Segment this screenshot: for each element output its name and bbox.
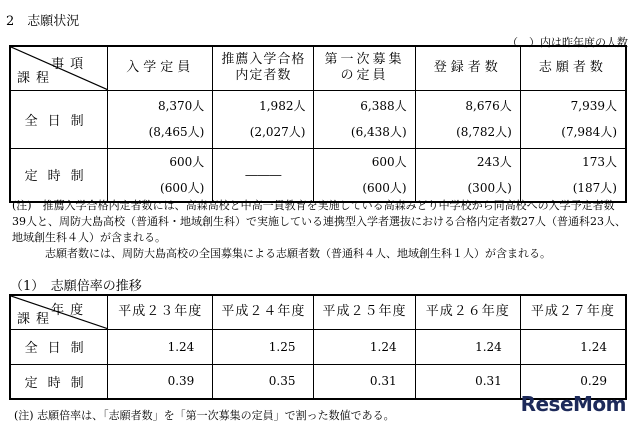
header-year-h27: 平成２７年度 <box>520 295 626 329</box>
row-label-parttime: 定時制 <box>10 364 108 399</box>
cell: 1.24 <box>108 329 213 364</box>
header-registered: 登録者数 <box>415 46 520 90</box>
header-year-h23: 平成２３年度 <box>108 295 213 329</box>
cell: 0.29 <box>520 364 626 399</box>
cell: 0.39 <box>108 364 213 399</box>
note-line: (注) 推薦入学合格内定者数には、高森高校と中高一貫教育を実施している高森みどり中学校から同高校への入学予定者数39人と、周防大島高校（普通科・地域創生科）で実施している連携型入学者選抜における合格内定者数27人（普通科23人、地域創生科４人）が含まれる。 <box>12 199 626 244</box>
corner-bottom-label: 課程 <box>17 70 56 86</box>
notes <box>12 198 628 262</box>
row-label-fulltime: 全日制 <box>10 329 108 364</box>
corner-top-label: 事項 <box>51 57 90 72</box>
unit-note: （ ）内は昨年度の人数 <box>507 36 628 49</box>
footnote: (注) 志願倍率は、「志願者数」を「第一次募集の定員」で割った数値である。 <box>14 409 395 422</box>
row-label-fulltime: 全日制 <box>10 90 108 148</box>
header-year-h24: 平成２４年度 <box>213 295 314 329</box>
cell-dash: ――― <box>213 148 314 202</box>
row-label-parttime: 定時制 <box>10 148 108 202</box>
table-header-row <box>10 46 626 90</box>
cell: 0.31 <box>314 364 415 399</box>
cell: 1.24 <box>520 329 626 364</box>
application-ratio-table <box>9 294 627 400</box>
header-recommendation-admits: 推薦入学合格 内定者数 <box>213 46 314 90</box>
header-year-h25: 平成２５年度 <box>314 295 415 329</box>
cell: 173人 (187人) <box>520 148 626 202</box>
resemom-logo: ReseMom <box>520 392 626 416</box>
table-row <box>10 90 626 148</box>
cell: 8,676人 (8,782人) <box>415 90 520 148</box>
subsection-title: （1） 志願倍率の推移 <box>10 279 142 294</box>
table-row <box>10 148 626 202</box>
header-enrollment-capacity: 入学定員 <box>108 46 213 90</box>
corner-bottom-label: 課程 <box>17 311 56 327</box>
cell: 8,370人 (8,465人) <box>108 90 213 148</box>
cell: 1.24 <box>314 329 415 364</box>
cell: 1,982人 (2,027人) <box>213 90 314 148</box>
cell: 1.24 <box>415 329 520 364</box>
cell: 6,388人 (6,438人) <box>314 90 415 148</box>
header-applicants: 志願者数 <box>520 46 626 90</box>
cell: 600人 (600人) <box>108 148 213 202</box>
cell: 1.25 <box>213 329 314 364</box>
header-year-h26: 平成２６年度 <box>415 295 520 329</box>
header-first-recruitment: 第一次募集 の定員 <box>314 46 415 90</box>
applicant-status-table <box>9 45 627 203</box>
corner-top-label: 年度 <box>51 303 90 318</box>
table-header-row <box>10 295 626 329</box>
cell: 7,939人 (7,984人) <box>520 90 626 148</box>
cell: 0.31 <box>415 364 520 399</box>
table-row <box>10 329 626 364</box>
cell: 243人 (300人) <box>415 148 520 202</box>
cell: 600人 (600人) <box>314 148 415 202</box>
corner-cell <box>10 295 108 329</box>
corner-cell <box>10 46 108 90</box>
cell: 0.35 <box>213 364 314 399</box>
note-line: 志願者数には、周防大島高校の全国募集による志願者数（普通科４人、地域創生科１人）が含まれる。 <box>12 247 551 260</box>
section-title: 2 志願状況 <box>6 14 80 29</box>
